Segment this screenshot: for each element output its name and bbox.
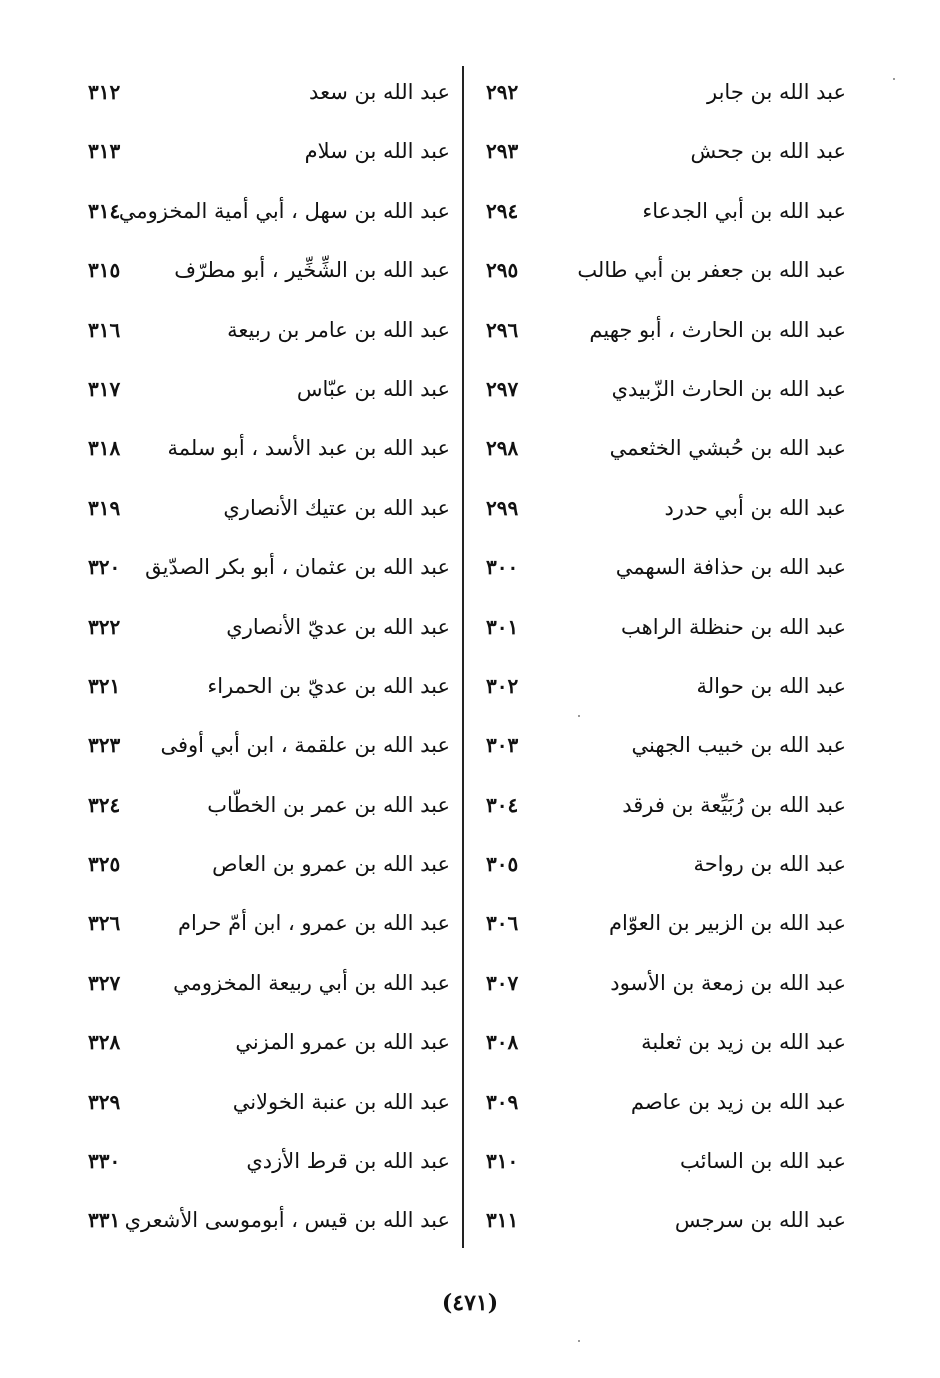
entry-number: ٣٢٨ [88, 1030, 121, 1055]
index-entry [480, 957, 860, 1016]
entry-number: ٣١٥ [88, 258, 121, 283]
entry-name: عبد الله بن عثمان ، أبو بكر الصدّيق [145, 555, 450, 580]
entry-number: ٢٩٦ [486, 317, 519, 342]
index-entry [70, 422, 460, 481]
entry-name: عبد الله بن الزبير بن العوّام [608, 911, 846, 936]
entry-name: عبد الله بن زيد بن ثعلبة [641, 1030, 846, 1055]
entry-name: عبد الله بن سهل ، أبي أمية المخزومي [118, 198, 450, 223]
entry-name: عبد الله بن جعفر بن أبي طالب [577, 258, 846, 283]
scan-speck [578, 715, 580, 717]
entry-name: عبد الله بن عبّاس [296, 376, 450, 401]
entry-name: عبد الله بن عامر بن ربيعة [227, 317, 450, 342]
entry-number: ٣٣٠ [88, 1149, 121, 1174]
entry-name: عبد الله بن زيد بن عاصم [630, 1089, 846, 1114]
entry-name: عبد الله بن سعد [309, 80, 450, 104]
entry-number: ٣٠٨ [486, 1030, 519, 1055]
index-entry [480, 1076, 860, 1135]
entry-number: ٢٩٩ [486, 495, 519, 520]
index-entry [480, 482, 860, 541]
entry-name: عبد الله بن رواحة [693, 852, 846, 877]
entry-number: ٢٩٧ [486, 376, 519, 401]
entry-number: ٣٠٣ [486, 733, 519, 758]
entry-name: عبد الله بن أبي حدرد [664, 495, 846, 520]
entry-name: عبد الله بن قرط الأزدي [246, 1149, 450, 1174]
entry-name: عبد الله بن قيس ، أبوموسى الأشعري [124, 1208, 450, 1233]
index-entry [480, 304, 860, 363]
index-entry [70, 719, 460, 778]
index-entry [480, 363, 860, 422]
index-entry [70, 660, 460, 719]
index-entry [480, 838, 860, 897]
entry-number: ٣٠٩ [486, 1089, 519, 1114]
index-entry [70, 779, 460, 838]
entry-number: ٣٢٢ [88, 614, 121, 639]
entry-number: ٣١٦ [88, 317, 121, 342]
index-entry [70, 244, 460, 303]
entry-name: عبد الله بن حنظلة الراهب [621, 614, 846, 639]
entry-number: ٣١٩ [88, 495, 121, 520]
entry-name: عبد الله بن جابر [706, 80, 846, 104]
index-entry [70, 957, 460, 1016]
entry-name: عبد الله بن أبي الجدعاء [642, 198, 846, 223]
entry-name: عبد الله بن عمرو المزني [235, 1030, 450, 1055]
entry-number: ٣١٣ [88, 139, 121, 164]
index-entry [480, 541, 860, 600]
index-entry [70, 601, 460, 660]
entry-name: عبد الله بن عديّ بن الحمراء [207, 673, 450, 698]
index-entry [70, 1016, 460, 1075]
index-entry [70, 185, 460, 244]
entry-name: عبد الله بن حذافة السهمي [615, 555, 846, 580]
entry-number: ٣٢٤ [88, 792, 121, 817]
entry-name: عبد الله بن سرجس [674, 1208, 846, 1233]
index-entry [480, 422, 860, 481]
entry-name: عبد الله بن عمرو ، ابن أمّ حرام [178, 911, 450, 936]
entry-name: عبد الله بن جحش [690, 139, 846, 164]
entry-number: ٣٠٢ [486, 673, 519, 698]
entry-number: ٣٢٩ [88, 1089, 121, 1114]
index-entry [70, 1076, 460, 1135]
entry-name: عبد الله بن حُبشي الخثعمي [609, 436, 846, 461]
entry-number: ٣١١ [486, 1208, 519, 1233]
index-entry [480, 1135, 860, 1194]
index-entry [70, 897, 460, 956]
entry-number: ٣١٢ [88, 80, 121, 104]
index-entry [480, 185, 860, 244]
index-entry [70, 1194, 460, 1253]
index-entry [480, 244, 860, 303]
entry-name: عبد الله بن خبيب الجهني [631, 733, 846, 758]
index-entry [480, 1016, 860, 1075]
index-entry [480, 660, 860, 719]
index-entry [70, 838, 460, 897]
entry-name: عبد الله بن الشِّخِّير ، أبو مطرّف [174, 258, 450, 283]
index-entry [70, 125, 460, 184]
entry-number: ٣١٨ [88, 436, 121, 461]
entry-number: ٣١٧ [88, 376, 121, 401]
entry-name: عبد الله بن أبي ربيعة المخزومي [173, 970, 450, 995]
entry-name: عبد الله بن علقمة ، ابن أبي أوفى [160, 733, 450, 758]
index-column-left [70, 66, 460, 1254]
index-entry [70, 363, 460, 422]
entry-name: عبد الله بن رُبَيِّعة بن فرقد [622, 792, 846, 817]
entry-number: ٣٠٤ [486, 792, 519, 817]
entry-number: ٣١٠ [486, 1149, 519, 1174]
entry-name: عبد الله بن زمعة بن الأسود [610, 970, 846, 995]
scan-speck [893, 78, 895, 80]
index-entry [480, 779, 860, 838]
entry-number: ٣٢٣ [88, 733, 121, 758]
entry-name: عبد الله بن سلام [304, 139, 450, 164]
index-entry [480, 1194, 860, 1253]
entry-name: عبد الله بن الحارث الزّبيدي [611, 376, 846, 401]
entry-name: عبد الله بن السائب [679, 1149, 846, 1174]
index-entry [480, 719, 860, 778]
index-entry [480, 897, 860, 956]
entry-name: عبد الله بن عمر بن الخطّاب [207, 792, 450, 817]
entry-name: عبد الله بن عتيك الأنصاري [223, 495, 450, 520]
entry-name: عبد الله بن عبد الأسد ، أبو سلمة [167, 436, 450, 461]
entry-number: ٣٠٥ [486, 852, 519, 877]
entry-number: ٢٩٨ [486, 436, 519, 461]
entry-number: ٣٢٦ [88, 911, 121, 936]
entry-name: عبد الله بن عمرو بن العاص [212, 852, 450, 877]
entry-number: ٢٩٥ [486, 258, 519, 283]
entry-name: عبد الله بن حوالة [696, 673, 846, 698]
entry-number: ٣٣١ [88, 1208, 121, 1233]
index-entry [70, 1135, 460, 1194]
index-entry [70, 66, 460, 125]
index-entry [70, 304, 460, 363]
entry-name: عبد الله بن عديّ الأنصاري [226, 614, 450, 639]
column-divider [462, 66, 464, 1248]
entry-name: عبد الله بن عنبة الخولاني [232, 1089, 450, 1114]
entry-number: ٣٠١ [486, 614, 519, 639]
index-entry [70, 541, 460, 600]
index-entry [480, 601, 860, 660]
entry-number: ٣٠٧ [486, 970, 519, 995]
index-entry [70, 482, 460, 541]
entry-number: ٣٢٥ [88, 852, 121, 877]
page-number: (٤٧١) [441, 1290, 499, 1316]
entry-number: ٣٠٠ [486, 555, 519, 580]
entry-number: ٣١٤ [88, 198, 121, 223]
entry-number: ٣٢١ [88, 673, 121, 698]
entry-number: ٣٢٧ [88, 970, 121, 995]
index-entry [480, 125, 860, 184]
entry-name: عبد الله بن الحارث ، أبو جهيم [589, 317, 846, 342]
entry-number: ٣٠٦ [486, 911, 519, 936]
entry-number: ٢٩٤ [486, 198, 519, 223]
entry-number: ٢٩٢ [486, 80, 519, 104]
entry-number: ٣٢٠ [88, 555, 121, 580]
index-entry [480, 66, 860, 125]
index-column-right [480, 66, 860, 1254]
entry-number: ٢٩٣ [486, 139, 519, 164]
scan-speck [578, 1340, 580, 1342]
